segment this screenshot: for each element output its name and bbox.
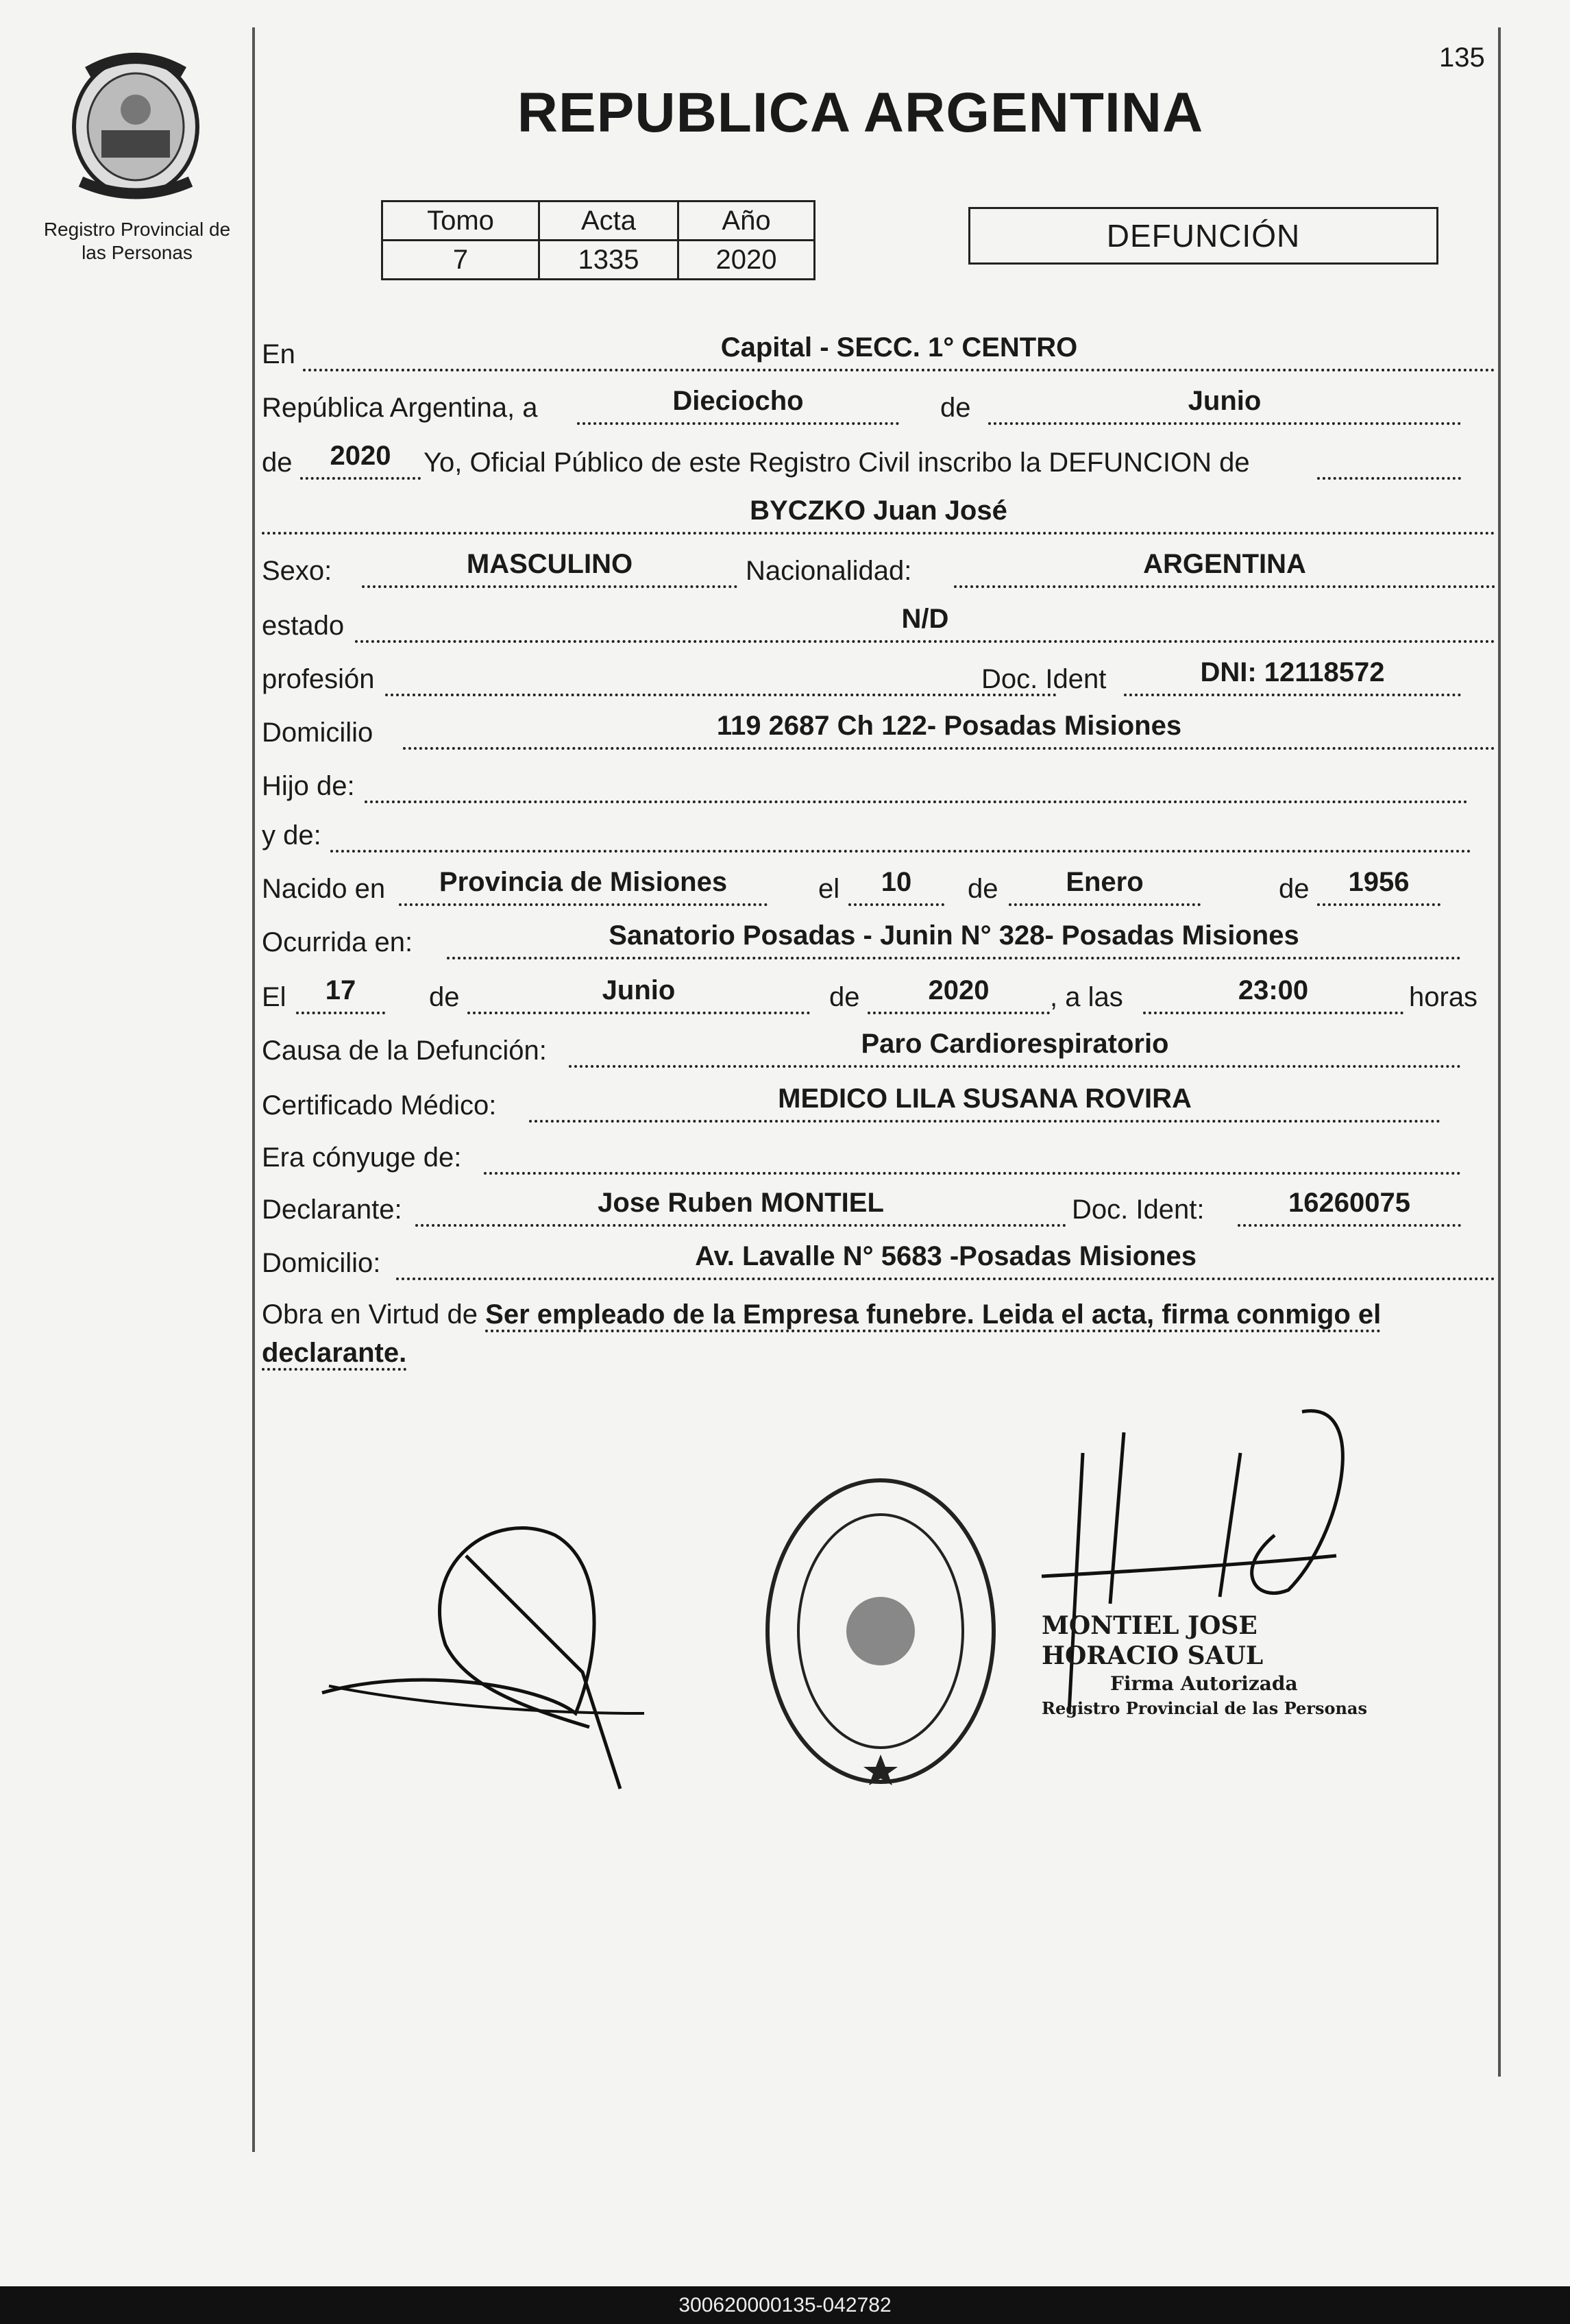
official-signature-icon	[1028, 1398, 1412, 1782]
label-conyuge: Era cónyuge de:	[262, 1142, 462, 1173]
label-de-6: de	[829, 982, 860, 1012]
official-signature-block	[1042, 1611, 1398, 1720]
label-obra: Obra en Virtud de	[262, 1299, 478, 1330]
label-y-de: y de:	[262, 820, 321, 851]
label-certificado: Certificado Médico:	[262, 1090, 497, 1121]
value-day-word: Dieciocho	[672, 386, 804, 416]
value-death-day: 17	[325, 975, 356, 1005]
row-birth	[262, 866, 1495, 910]
footer-barcode-text: 300620000135-042782	[0, 2286, 1570, 2324]
official-name: MONTIEL JOSE HORACIO SAUL	[1042, 1611, 1264, 1670]
label-hijo-de: Hijo de:	[262, 771, 355, 801]
value-obra-text-2: declarante.	[262, 1338, 406, 1371]
registry-stamp-icon	[761, 1473, 1001, 1789]
right-margin-line	[1498, 27, 1501, 2077]
label-de-4: de	[1279, 874, 1310, 904]
value-place: Capital - SECC. 1° CENTRO	[720, 332, 1078, 363]
label-el-lower: el	[818, 874, 840, 904]
official-role: Firma Autorizada	[1110, 1672, 1298, 1695]
value-medical-certificate: MEDICO LILA SUSANA ROVIRA	[778, 1084, 1192, 1114]
row-sex-nationality	[262, 548, 1495, 592]
field-profession	[385, 654, 1057, 696]
label-domicilio-2: Domicilio:	[262, 1248, 381, 1278]
acta-value: 1335	[539, 241, 678, 280]
page-number: 135	[1439, 42, 1485, 73]
row-death-place	[262, 920, 1495, 964]
label-estado: estado	[262, 611, 345, 641]
field-yo-trailing	[1317, 437, 1461, 480]
row-place	[262, 332, 1495, 376]
label-declarante: Declarante:	[262, 1195, 402, 1225]
left-margin-line	[252, 27, 255, 2152]
row-address	[262, 710, 1495, 754]
record-kind-box: DEFUNCIÓN	[968, 207, 1438, 265]
value-declarant: Jose Ruben MONTIEL	[598, 1188, 884, 1218]
row-civil-status	[262, 603, 1495, 647]
label-horas: horas	[1409, 982, 1478, 1012]
declarant-signature-icon	[315, 1508, 658, 1802]
label-en: En	[262, 339, 295, 369]
value-declarant-doc: 16260075	[1288, 1188, 1410, 1218]
label-causa: Causa de la Defunción:	[262, 1036, 547, 1066]
registry-name	[27, 218, 247, 265]
label-sexo: Sexo:	[262, 556, 332, 586]
value-birth-month: Enero	[1066, 867, 1144, 897]
value-year: 2020	[330, 441, 391, 471]
row-medical-certificate	[262, 1083, 1495, 1127]
value-death-month: Junio	[602, 975, 676, 1005]
row-mother	[262, 813, 1495, 857]
record-ref-header-row	[382, 201, 815, 241]
label-ocurrida-en: Ocurrida en:	[262, 927, 413, 957]
value-birth-day: 10	[881, 867, 912, 897]
row-death-date	[262, 975, 1495, 1018]
row-year	[262, 440, 1495, 484]
value-civil-status: N/D	[901, 604, 949, 634]
row-father	[262, 763, 1495, 807]
label-doc-ident: Doc. Ident	[981, 664, 1107, 694]
tomo-value: 7	[382, 241, 539, 280]
row-declarant	[262, 1187, 1495, 1231]
official-office: Registro Provincial de las Personas	[1042, 1698, 1367, 1718]
label-de-2: de	[262, 448, 293, 478]
label-a-las: , a las	[1050, 982, 1123, 1012]
row-deceased-name	[262, 495, 1495, 539]
row-date	[262, 385, 1495, 429]
value-document: DNI: 12118572	[1200, 657, 1385, 687]
row-profession-doc	[262, 657, 1495, 700]
label-nacionalidad: Nacionalidad:	[746, 556, 912, 586]
label-de-3: de	[968, 874, 998, 904]
field-spouse	[484, 1132, 1461, 1175]
value-month: Junio	[1188, 386, 1262, 416]
registry-line-1: Registro Provincial de	[43, 219, 231, 240]
label-el: El	[262, 982, 286, 1012]
value-address: 119 2687 Ch 122- Posadas Misiones	[716, 711, 1182, 741]
label-nacido-en: Nacido en	[262, 874, 386, 904]
label-domicilio: Domicilio	[262, 718, 373, 748]
value-death-year: 2020	[928, 975, 990, 1005]
row-cause	[262, 1028, 1495, 1072]
registry-line-2: las Personas	[82, 242, 193, 263]
acta-header: Acta	[539, 201, 678, 241]
value-nationality: ARGENTINA	[1143, 549, 1306, 579]
document-title: REPUBLICA ARGENTINA	[517, 82, 1204, 144]
ano-value: 2020	[678, 241, 815, 280]
row-declarant-address	[262, 1240, 1495, 1284]
label-de-5: de	[429, 982, 460, 1012]
label-profesion: profesión	[262, 664, 375, 694]
value-deceased-name: BYCZKO Juan José	[750, 496, 1007, 526]
field-mother	[330, 810, 1471, 853]
value-death-place: Sanatorio Posadas - Junin N° 328- Posadas Misiones	[609, 920, 1299, 951]
label-republica: República Argentina, a	[262, 393, 538, 423]
value-sex: MASCULINO	[466, 549, 633, 579]
value-cause: Paro Cardiorespiratorio	[861, 1029, 1169, 1059]
ano-header: Año	[678, 201, 815, 241]
record-ref-value-row	[382, 241, 815, 280]
field-father	[365, 761, 1468, 803]
value-obra-text: Ser empleado de la Empresa funebre. Leida el acta, firma conmigo el	[485, 1299, 1381, 1332]
record-reference-table	[381, 200, 815, 280]
obra-en-virtud	[262, 1295, 1495, 1372]
tomo-header: Tomo	[382, 201, 539, 241]
value-birth-year: 1956	[1348, 867, 1410, 897]
value-birth-place: Provincia de Misiones	[439, 867, 728, 897]
label-yo: Yo, Oficial Público de este Registro Civil inscribo la DEFUNCION de	[424, 448, 1250, 478]
value-death-time: 23:00	[1238, 975, 1309, 1005]
label-doc-ident-2: Doc. Ident:	[1072, 1195, 1205, 1225]
value-declarant-address: Av. Lavalle N° 5683 -Posadas Misiones	[695, 1241, 1197, 1271]
row-spouse	[262, 1135, 1495, 1179]
label-de-1: de	[940, 393, 971, 423]
